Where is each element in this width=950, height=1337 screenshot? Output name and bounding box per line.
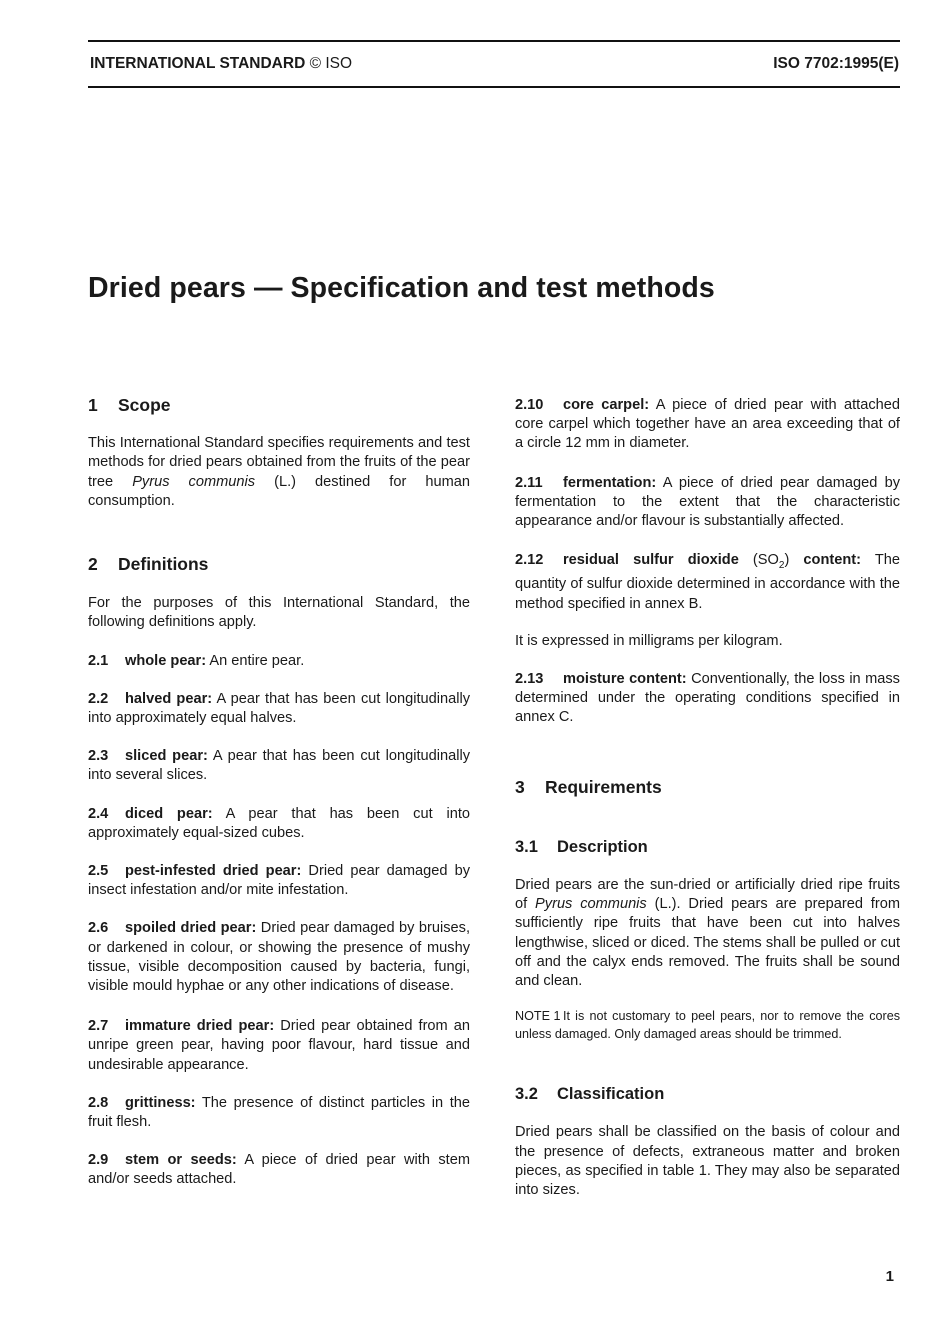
formula-close: )	[784, 552, 790, 569]
definition-2-13	[515, 670, 900, 728]
note-label: NOTE 1	[515, 1009, 561, 1024]
note-1	[515, 1008, 900, 1043]
scope-text-b: (L.) destined for human consumption.	[88, 473, 470, 509]
section-definitions-heading	[88, 555, 470, 574]
definition-number: 2.12	[515, 552, 544, 569]
definition-2-12-extra: It is expressed in milligrams per kilogram.	[515, 632, 783, 649]
definition-number: 2.4	[88, 805, 109, 822]
formula: (SO	[752, 552, 779, 569]
definition-number: 2.2	[88, 690, 109, 707]
definition-term: spoiled dried pear:	[125, 920, 257, 937]
definition-term: moisture content:	[563, 670, 687, 687]
definition-text: An entire pear.	[209, 652, 305, 669]
definition-term: pest-infested dried pear:	[125, 863, 302, 880]
scope-text	[88, 434, 470, 511]
subsection-number: 3.1	[515, 837, 538, 856]
definition-2-5	[88, 862, 470, 900]
definition-number: 2.8	[88, 1094, 109, 1111]
definition-2-7	[88, 1017, 470, 1075]
definition-number: 2.11	[515, 474, 543, 491]
page-title: Dried pears — Specification and test methods	[88, 272, 715, 304]
definition-term: stem or seeds:	[125, 1152, 237, 1169]
definition-term: residual sulfur dioxide	[563, 552, 739, 569]
definition-2-11	[515, 474, 900, 532]
description-text-a: Dried pears are the sun-dried or artificially dried ripe fruits of	[515, 876, 900, 913]
header-document-id: ISO 7702:1995(E)	[773, 55, 899, 72]
left-column	[88, 396, 470, 1190]
right-column	[515, 396, 900, 1200]
definition-2-4	[88, 805, 470, 843]
section-title: Requirements	[545, 776, 662, 797]
section-scope-heading	[88, 396, 470, 415]
definition-number: 2.7	[88, 1018, 109, 1035]
section-title: Scope	[118, 395, 171, 415]
definition-text: A piece of dried pear with attached core carpel which together have an area exceeding that of a circle 12 mm in diameter.	[515, 397, 900, 452]
definition-number: 2.1	[88, 652, 109, 669]
definition-2-1	[88, 652, 470, 671]
header-bottom-rule	[88, 86, 900, 88]
definition-text: A piece of dried pear with stem and/or seeds attached.	[88, 1152, 470, 1188]
section-number: 3	[515, 776, 525, 797]
definition-term: diced pear:	[125, 805, 213, 822]
subsection-description-heading	[515, 838, 900, 857]
definition-2-3	[88, 747, 470, 785]
scope-text-a: This International Standard specifies requirements and test methods for dried pears obtained from the fruits of the pear tree	[88, 435, 470, 490]
definition-term-b: content:	[803, 552, 861, 569]
section-number: 1	[88, 395, 98, 415]
definition-text: The quantity of sulfur dioxide determined in accordance with the method specified in annex B.	[515, 552, 900, 612]
definition-term: immature dried pear:	[125, 1018, 275, 1035]
definition-text: A pear that has been cut longitudinally into several slices.	[88, 748, 470, 784]
section-requirements-heading	[515, 778, 900, 797]
definitions-intro: For the purposes of this International Standard, the following definitions apply.	[88, 595, 470, 631]
header-top-rule	[88, 40, 900, 42]
definition-2-8	[88, 1094, 470, 1132]
definition-term: grittiness:	[125, 1094, 196, 1111]
header-left	[90, 55, 352, 73]
formula-subscript: 2	[778, 560, 785, 572]
definition-text: Conventionally, the loss in mass determined under the operating conditions specified in annex C.	[515, 670, 900, 726]
definition-text: A pear that has been cut longitudinally into approximately equal halves.	[88, 690, 470, 727]
definition-text: The presence of distinct particles in the fruit flesh.	[88, 1094, 471, 1131]
subsection-number: 3.2	[515, 1085, 538, 1104]
page-number: 1	[885, 1268, 894, 1285]
definition-2-12	[515, 551, 900, 614]
definition-text: Dried pear damaged by insect infestation and/or mite infestation.	[88, 863, 470, 899]
definition-text: A pear that has been cut into approximately equal-sized cubes.	[88, 805, 470, 841]
header-standard-label: INTERNATIONAL STANDARD	[90, 55, 306, 72]
note-text: It is not customary to peel pears, nor to remove the cores unless damaged. Only damaged areas should be trimmed.	[515, 1009, 900, 1041]
definition-2-9	[88, 1151, 470, 1189]
definition-term: core carpel:	[563, 397, 650, 413]
definition-text: Dried pear damaged by bruises, or darkened in colour, or showing the presence of mushy tissue, visible decomposition caused by bacteria, fungi, visible mould hyphae or any other indications of disease.	[88, 920, 471, 995]
subsection-classification-heading	[515, 1085, 900, 1104]
definition-2-2	[88, 690, 470, 728]
definition-term: fermentation:	[563, 474, 657, 491]
species-name: Pyrus communis	[132, 473, 256, 490]
species-name: Pyrus communis	[535, 896, 647, 913]
definition-2-10	[515, 396, 900, 454]
definition-number: 2.9	[88, 1152, 109, 1169]
subsection-title: Description	[557, 837, 648, 856]
definition-number: 2.6	[88, 920, 109, 937]
definition-2-6	[88, 919, 470, 996]
section-number: 2	[88, 554, 98, 575]
classification-text: Dried pears shall be classified on the basis of colour and the presence of defects, extraneous matter and broken pieces, as specified in table 1. They may also be separated into sizes.	[515, 1124, 900, 1198]
definition-term: whole pear:	[125, 652, 207, 669]
description-text-b: (L.). Dried pears are prepared from sufficiently ripe fruits that have been cut into halves lengthwise, sliced or diced. The stems shall be pulled or cut off and the calyx ends removed. The fruits shall be sound and clean.	[515, 896, 900, 989]
definition-number: 2.10	[515, 397, 544, 413]
definition-term: halved pear:	[125, 690, 213, 707]
definition-number: 2.13	[515, 670, 544, 687]
subsection-title: Classification	[557, 1085, 665, 1104]
definition-text: A piece of dried pear damaged by fermentation to the extent that the characteristic appearance and/or flavour is substantially affected.	[515, 474, 901, 530]
definition-term: sliced pear:	[125, 748, 208, 765]
description-text	[515, 876, 900, 991]
section-title: Definitions	[118, 554, 209, 575]
definition-number: 2.3	[88, 748, 109, 765]
header-copyright: © ISO	[309, 55, 353, 72]
definition-number: 2.5	[88, 863, 109, 880]
definition-text: Dried pear obtained from an unripe green pear, having poor flavour, hard tissue and undesirable appearance.	[88, 1018, 470, 1073]
